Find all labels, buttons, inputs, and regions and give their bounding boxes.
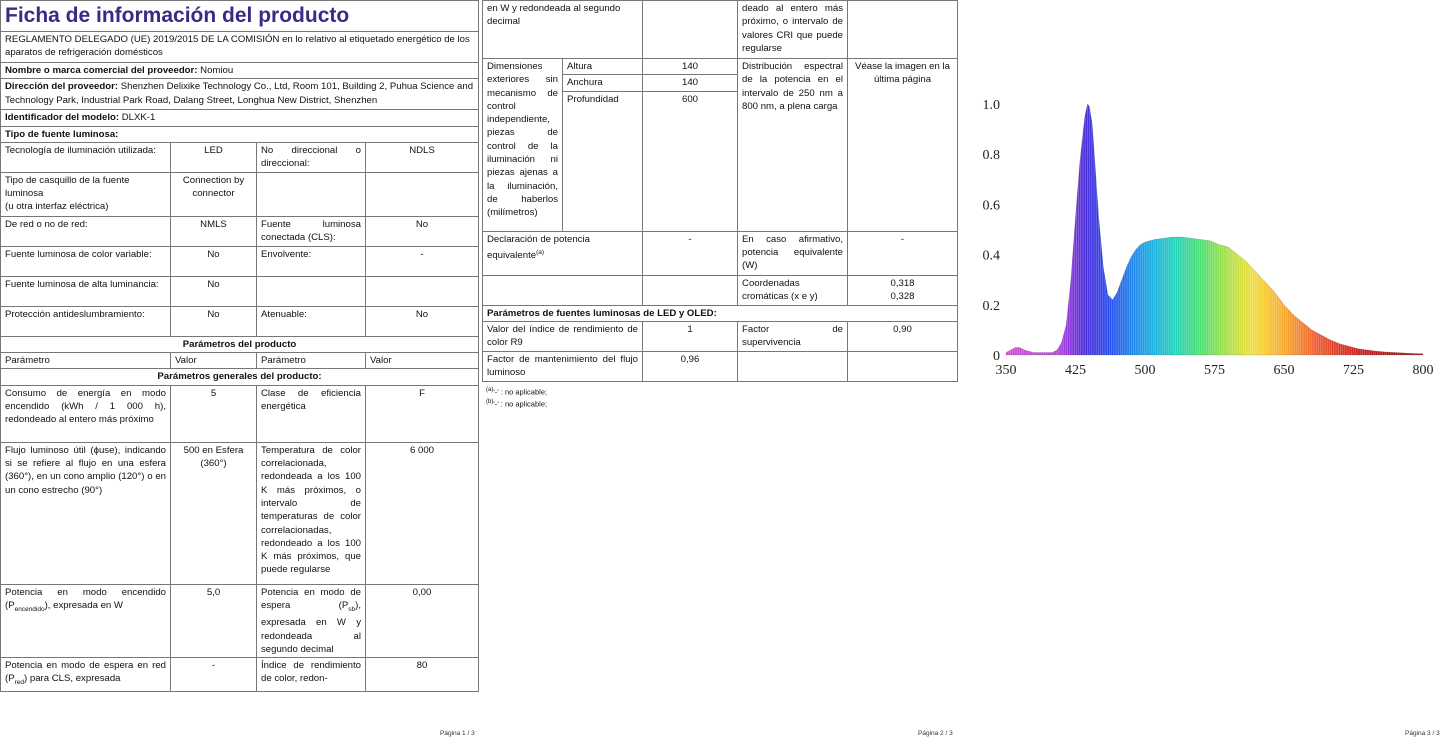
- row-value: -: [366, 246, 479, 276]
- product-info-table-page2: [482, 0, 958, 382]
- y-tick-label: 0: [993, 349, 1000, 364]
- empty-cell: [643, 275, 738, 305]
- table-row: [1, 306, 479, 336]
- table-row: [483, 231, 958, 275]
- luminous-flux-value: 500 en Esfera (360°): [171, 442, 257, 584]
- equiv-power-label: [483, 231, 643, 275]
- chroma-y: 0,328: [890, 290, 915, 302]
- footnote-text: '-' : no aplicable;: [493, 387, 548, 397]
- supplier-address: Shenzhen Delixike Technology Co., Ltd, Room 101, Building 2, Puhua Science and Technology Park, Industrial Park Road, Dalang Street, Longhua New District, Shenzhen: [5, 81, 474, 106]
- table-row: [483, 1, 958, 59]
- value-header: Valor: [171, 353, 257, 369]
- row-label: Envolvente:: [257, 246, 366, 276]
- row-value: No: [171, 306, 257, 336]
- standby-power-label: [257, 584, 366, 657]
- page-2: [482, 0, 957, 410]
- x-tick-label: 800: [1412, 363, 1434, 378]
- page-number-1: Página 1 / 3: [440, 730, 475, 737]
- row-value: [366, 172, 479, 216]
- row-label: Protección antideslumbramiento:: [1, 306, 171, 336]
- supplier-address-row: [1, 79, 479, 110]
- luminous-flux-label: Flujo luminoso útil (ϕuse), indicando si se refiere al flujo en una esfera (360°), en un cono amplio (120°) o en un cono estrecho (90°): [1, 442, 171, 584]
- chromaticity-value: [848, 275, 958, 305]
- table-row: [1, 142, 479, 172]
- row-value: LED: [171, 142, 257, 172]
- dimension-value: 140: [643, 59, 738, 75]
- x-tick-label: 350: [995, 363, 1017, 378]
- spectral-distribution-value: Véase la imagen en la última página: [848, 59, 958, 232]
- label-sup: (a): [536, 248, 545, 256]
- row-value: NMLS: [171, 216, 257, 246]
- continued-label-right: deado al entero más próximo, o intervalo de valores CRI que puede regularse: [738, 1, 848, 59]
- table-row: [1, 246, 479, 276]
- chromaticity-label: Coordenadas cromáticas (x e y): [738, 275, 848, 305]
- row-label: [1, 172, 171, 216]
- cct-value: 6 000: [366, 442, 479, 584]
- led-params-heading: Parámetros de fuentes luminosas de LED y OLED:: [483, 305, 958, 321]
- label-part: Potencia en modo de espera (P: [261, 586, 361, 612]
- row-label: De red o no de red:: [1, 216, 171, 246]
- cct-label: Temperatura de color correlacionada, redondeada a los 100 K más próximos, o intervalo de temperaturas de color correlacionadas, redondeado a los 100 K más próximos, que puede regularse: [257, 442, 366, 584]
- network-standby-value: -: [171, 658, 257, 692]
- row-label: Fuente luminosa de color variable:: [1, 246, 171, 276]
- row-value: NDLS: [366, 142, 479, 172]
- regulation-text: REGLAMENTO DELEGADO (UE) 2019/2015 DE LA COMISIÓN en lo relativo al etiquetado energético de los aparatos de refrigeración domésticos: [1, 32, 479, 63]
- survival-factor-value: 0,90: [848, 321, 958, 351]
- footnote-marker: (a): [486, 386, 494, 393]
- row-label: Fuente luminosa de alta luminancia:: [1, 276, 171, 306]
- label-part: ), expresada en W: [44, 600, 123, 612]
- x-tick-label: 425: [1065, 363, 1086, 378]
- dimension-value: 600: [643, 91, 738, 231]
- light-source-type-heading: Tipo de fuente luminosa:: [1, 126, 479, 142]
- table-row: [483, 59, 958, 75]
- chroma-x: 0,318: [890, 277, 915, 289]
- label-part: Declaración de potencia equivalente: [487, 233, 590, 262]
- survival-factor-label: Factor de supervivencia: [738, 321, 848, 351]
- equiv-power-value: -: [643, 231, 738, 275]
- empty-cell: [738, 351, 848, 381]
- dimensions-label: Dimensiones exteriores sin mecanismo de control independiente, piezas de control de la iluminación ni piezas ajenas a la iluminación, de haberlos (milímetros): [483, 59, 563, 232]
- product-info-table-page1: [0, 0, 479, 692]
- network-standby-label: [1, 658, 171, 692]
- y-tick-label: 0.4: [982, 248, 1000, 264]
- dimension-name: Altura: [563, 59, 643, 75]
- equiv-power-w-value: -: [848, 231, 958, 275]
- table-row: [1, 658, 479, 692]
- model-id: DLXK-1: [121, 112, 156, 124]
- label-part: ) para CLS, expresada: [24, 673, 121, 685]
- table-row: [1, 385, 479, 442]
- label-sub: red: [14, 679, 24, 687]
- dimension-name: Profundidad: [563, 91, 643, 231]
- product-params-heading: Parámetros del producto: [1, 336, 479, 352]
- row-label: Fuente luminosa conectada (CLS):: [257, 216, 366, 246]
- y-tick-label: 0.2: [982, 298, 1000, 314]
- page-title: Ficha de información del producto: [1, 1, 479, 32]
- param-header: Parámetro: [257, 353, 366, 369]
- table-row: [1, 172, 479, 216]
- row-value: [366, 276, 479, 306]
- maintenance-factor-label: Factor de mantenimiento del flujo luminoso: [483, 351, 643, 381]
- row-label: [257, 172, 366, 216]
- efficiency-class-value: F: [366, 385, 479, 442]
- table-row: [483, 321, 958, 351]
- label-sub: encendido: [14, 605, 45, 613]
- standby-power-value: 0,00: [366, 584, 479, 657]
- footnote-text: '-' : no aplicable;: [493, 399, 548, 409]
- general-params-heading: Parámetros generales del producto:: [1, 369, 479, 385]
- empty-cell: [643, 1, 738, 59]
- supplier-address-label: Dirección del proveedor:: [5, 81, 119, 93]
- page-number-3: Página 3 / 3: [1405, 730, 1440, 737]
- r9-value: 1: [643, 321, 738, 351]
- equiv-power-w-label: En caso afirmativo, potencia equivalente (W): [738, 231, 848, 275]
- y-tick-label: 1.0: [982, 98, 1000, 113]
- row-value: No: [366, 306, 479, 336]
- model-label: Identificador del modelo:: [5, 112, 120, 124]
- empty-cell: [848, 351, 958, 381]
- row-label-main: Tipo de casquillo de la fuente luminosa: [5, 174, 130, 200]
- maintenance-factor-value: 0,96: [643, 351, 738, 381]
- y-tick-label: 0.6: [982, 198, 1000, 214]
- footnote-b: [482, 397, 957, 410]
- supplier-name-row: [1, 63, 479, 79]
- x-tick-label: 500: [1134, 363, 1156, 378]
- row-value: No: [171, 246, 257, 276]
- empty-cell: [483, 275, 643, 305]
- footnote-a: [482, 385, 957, 398]
- label-part: Potencia en modo encendido (P: [5, 586, 166, 612]
- label-sub: sb: [348, 605, 356, 613]
- cri-label: Índice de rendimiento de color, redon-: [257, 658, 366, 692]
- y-tick-label: 0.8: [982, 148, 1000, 164]
- table-row: [1, 276, 479, 306]
- empty-cell: [848, 1, 958, 59]
- energy-consumption-label: Consumo de energía en modo encendido (kWh / 1 000 h), redondeado al entero más próximo: [1, 385, 171, 442]
- efficiency-class-label: Clase de eficiencia energética: [257, 385, 366, 442]
- dimension-name: Anchura: [563, 75, 643, 91]
- supplier-name: Nomiou: [200, 65, 234, 76]
- page-1: [0, 0, 478, 692]
- table-row: [1, 216, 479, 246]
- r9-label: Valor del índice de rendimiento de color R9: [483, 321, 643, 351]
- on-mode-power-value: 5,0: [171, 584, 257, 657]
- label-part: ), expresada en W y redondeada al segundo decimal: [261, 600, 361, 655]
- supplier-name-label: Nombre o marca comercial del proveedor:: [5, 65, 198, 76]
- row-value: No: [366, 216, 479, 246]
- row-label: Atenuable:: [257, 306, 366, 336]
- row-label: No direccional o direccional:: [257, 142, 366, 172]
- row-label-sub: (u otra interfaz eléctrica): [5, 201, 109, 213]
- x-tick-label: 650: [1273, 363, 1295, 378]
- row-value: Connection by connector: [171, 172, 257, 216]
- footnote-marker: (b): [486, 399, 494, 406]
- table-row: [1, 584, 479, 657]
- label-part: Potencia en modo de espera en red (P: [5, 660, 166, 685]
- param-header: Parámetro: [1, 353, 171, 369]
- spectral-distribution-chart: [968, 0, 1445, 400]
- value-header: Valor: [366, 353, 479, 369]
- on-mode-power-label: [1, 584, 171, 657]
- row-label: Tecnología de iluminación utilizada:: [1, 142, 171, 172]
- continued-label-left: en W y redondeada al segundo decimal: [483, 1, 643, 59]
- spectrum-area: [1006, 99, 1423, 355]
- row-value: No: [171, 276, 257, 306]
- table-row: [483, 275, 958, 305]
- x-tick-label: 575: [1204, 363, 1225, 378]
- table-row: [1, 442, 479, 584]
- dimension-value: 140: [643, 75, 738, 91]
- page-number-2: Página 2 / 3: [918, 730, 953, 737]
- energy-consumption-value: 5: [171, 385, 257, 442]
- row-label: [257, 276, 366, 306]
- model-row: [1, 110, 479, 126]
- x-tick-label: 725: [1343, 363, 1364, 378]
- cri-value: 80: [366, 658, 479, 692]
- table-row: [483, 351, 958, 381]
- spectral-distribution-label: Distribución espectral de la potencia en el intervalo de 250 nm a 800 nm, a plena carga: [738, 59, 848, 232]
